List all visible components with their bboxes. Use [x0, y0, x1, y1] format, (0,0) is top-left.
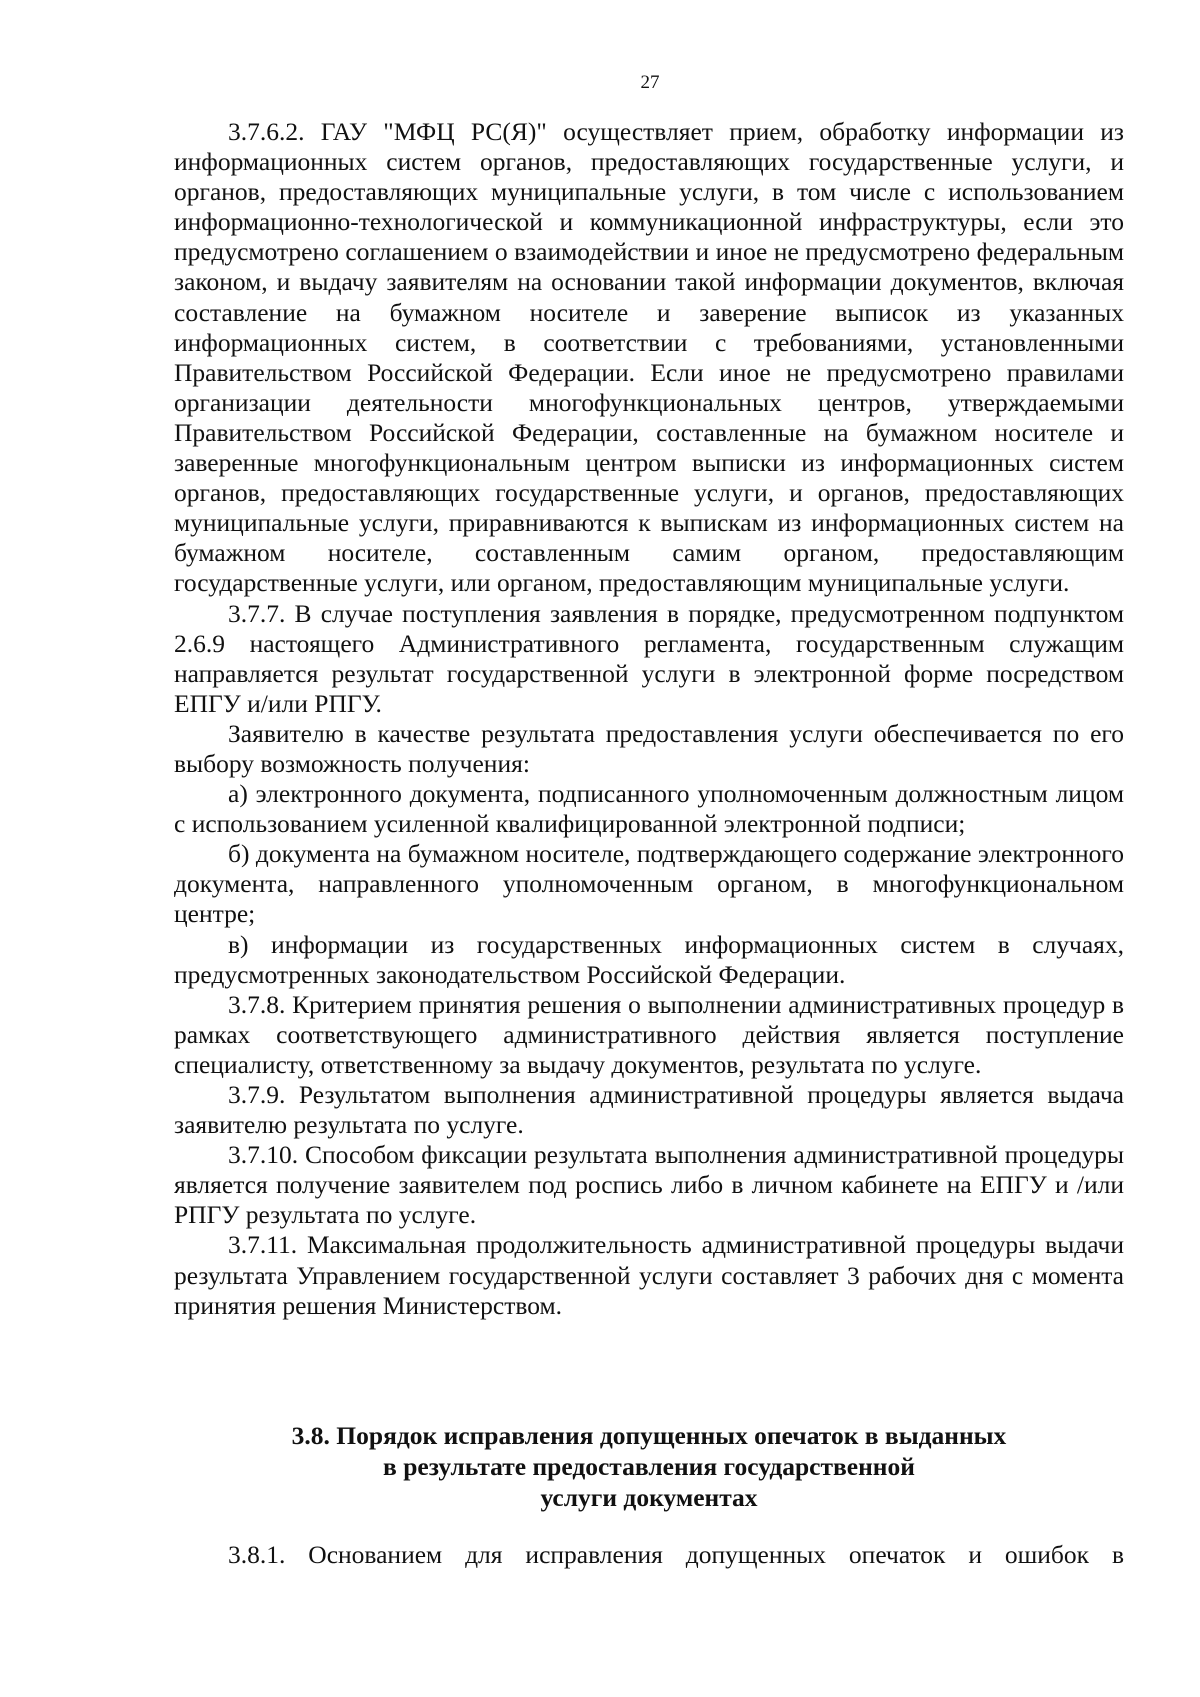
list-item-b: б) документа на бумажном носителе, подтверждающего содержание электронного документа, направленного уполномоченным органом, в многофункциональном центре;	[174, 839, 1124, 929]
paragraph-3-7-9: 3.7.9. Результатом выполнения административной процедуры является выдача заявителю результата по услуге.	[174, 1080, 1124, 1140]
paragraph-3-7-6-2: 3.7.6.2. ГАУ "МФЦ РС(Я)" осуществляет прием, обработку информации из информационных систем органов, предоставляющих государственные услуги, и органов, предоставляющих муниципальные услуги, в том числе с использованием информационно-технологической и коммуникационной инфраструктуры, если это предусмотрено соглашением о взаимодействии и иное не предусмотрено федеральным законом, и выдачу заявителям на основании такой информации документов, включая составление на бумажном носителе и заверение выписок из указанных информационных систем, в соответствии с требованиями, установленными Правительством Российской Федерации. Если иное не предусмотрено правилами организации деятельности многофункциональных центров, утверждаемыми Правительством Российской Федерации, составленные на бумажном носителе и заверенные многофункциональным центром выписки из информационных систем органов, предоставляющих государственные услуги, и органов, предоставляющих муниципальные услуги, приравниваются к выпискам из информационных систем на бумажном носителе, составленным самим органом, предоставляющим государственные услуги, или органом, предоставляющим муниципальные услуги.	[174, 117, 1124, 598]
heading-line-1: 3.8. Порядок исправления допущенных опечаток в выданных	[291, 1421, 1007, 1450]
heading-line-3: услуги документах	[540, 1483, 758, 1512]
heading-line-2: в результате предоставления государственной	[383, 1452, 915, 1481]
paragraph-applicant-choice: Заявителю в качестве результата предоставления услуги обеспечивается по его выбору возможность получения:	[174, 718, 1124, 778]
list-item-a: а) электронного документа, подписанного уполномоченным должностным лицом с использованием усиленной квалифицированной электронной подписи;	[174, 779, 1124, 839]
paragraph-3-8-1: 3.8.1. Основанием для исправления допущенных опечаток и ошибок в	[228, 1540, 1124, 1569]
paragraph-3-7-10: 3.7.10. Способом фиксации результата выполнения административной процедуры является получение заявителем под роспись либо в личном кабинете на ЕПГУ и /или РПГУ результата по услуге.	[174, 1140, 1124, 1230]
page-number: 27	[640, 72, 660, 93]
paragraph-3-7-7: 3.7.7. В случае поступления заявления в порядке, предусмотренном подпунктом 2.6.9 настоящего Административного регламента, государственным служащим направляется результат государственной услуги в электронной форме посредством ЕПГУ и/или РПГУ.	[174, 598, 1124, 718]
section-heading-3-8	[174, 1420, 1124, 1513]
paragraph-3-7-8: 3.7.8. Критерием принятия решения о выполнении административных процедур в рамках соответствующего административного действия является поступление специалисту, ответственному за выдачу документов, результата по услуге.	[174, 989, 1124, 1079]
paragraph-3-7-11: 3.7.11. Максимальная продолжительность административной процедуры выдачи результата Управлением государственной услуги составляет 3 рабочих дня с момента принятия решения Министерством.	[174, 1230, 1124, 1320]
document-body	[174, 117, 1124, 1321]
list-item-v: в) информации из государственных информационных систем в случаях, предусмотренных законодательством Российской Федерации.	[174, 929, 1124, 989]
